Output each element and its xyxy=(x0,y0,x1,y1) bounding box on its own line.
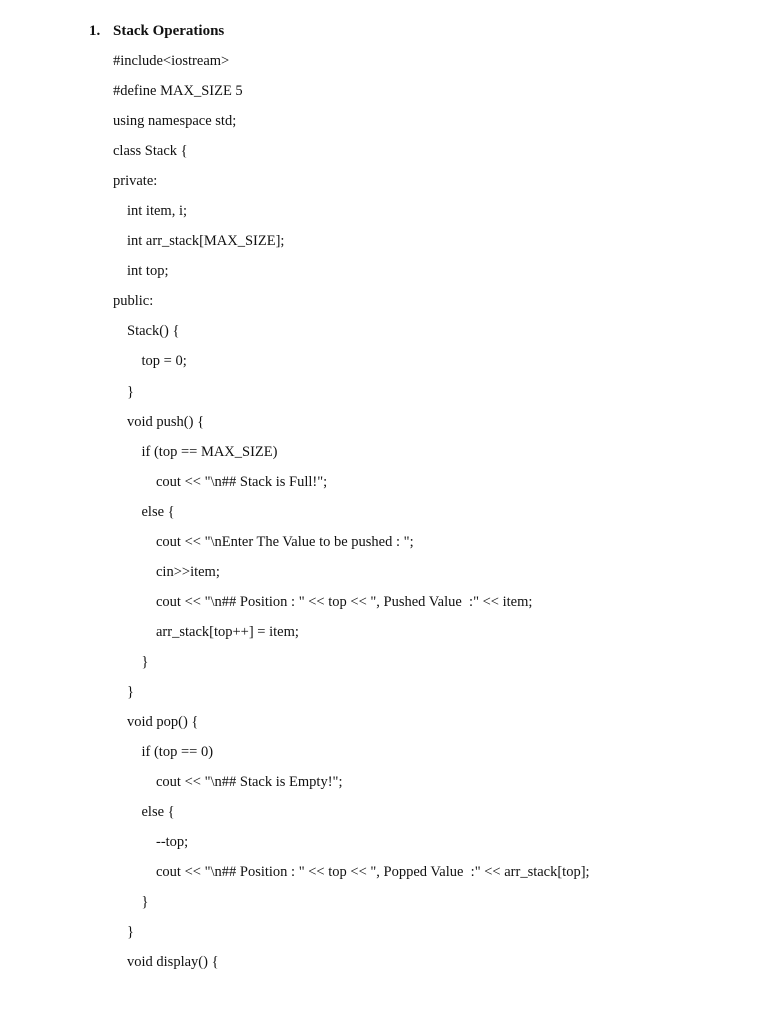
code-line: using namespace std; xyxy=(113,113,237,130)
code-listing xyxy=(113,51,590,982)
section-heading xyxy=(89,21,224,41)
code-line: } xyxy=(127,924,134,941)
code-line: class Stack { xyxy=(113,143,188,160)
code-line: Stack() { xyxy=(127,323,180,340)
code-line: cout << "\n## Stack is Empty!"; xyxy=(156,774,343,791)
code-line: cout << "\n## Stack is Full!"; xyxy=(156,473,328,490)
code-line: arr_stack[top++] = item; xyxy=(156,623,299,640)
code-line: cout << "\nEnter The Value to be pushed : "; xyxy=(156,533,414,550)
code-line: #define MAX_SIZE 5 xyxy=(113,83,243,100)
code-line: int item, i; xyxy=(127,203,188,220)
code-line: cout << "\n## Position : " << top << ", Pushed Value :" << item; xyxy=(156,593,533,610)
code-line: void push() { xyxy=(127,413,205,430)
code-line: private: xyxy=(113,173,158,190)
code-line: top = 0; xyxy=(141,353,187,370)
code-line: cin>>item; xyxy=(156,563,220,580)
code-line: } xyxy=(127,383,134,400)
section-number: 1. xyxy=(89,23,101,39)
code-line: cout << "\n## Position : " << top << ", Popped Value :" << arr_stack[top]; xyxy=(156,864,590,881)
code-line: void display() { xyxy=(127,954,219,971)
code-line: int arr_stack[MAX_SIZE]; xyxy=(127,233,285,250)
code-line: public: xyxy=(113,293,154,310)
code-line: if (top == 0) xyxy=(141,744,214,761)
code-line: void pop() { xyxy=(127,714,199,731)
code-line: else { xyxy=(141,503,175,520)
code-line: --top; xyxy=(156,834,189,851)
code-line: int top; xyxy=(127,263,169,280)
code-line: } xyxy=(127,683,134,700)
code-line: #include<iostream> xyxy=(113,53,230,69)
code-line: } xyxy=(141,653,149,670)
code-line: else { xyxy=(141,804,175,821)
section-title: Stack Operations xyxy=(113,23,225,39)
code-line: if (top == MAX_SIZE) xyxy=(141,443,278,460)
code-line: } xyxy=(141,894,149,911)
